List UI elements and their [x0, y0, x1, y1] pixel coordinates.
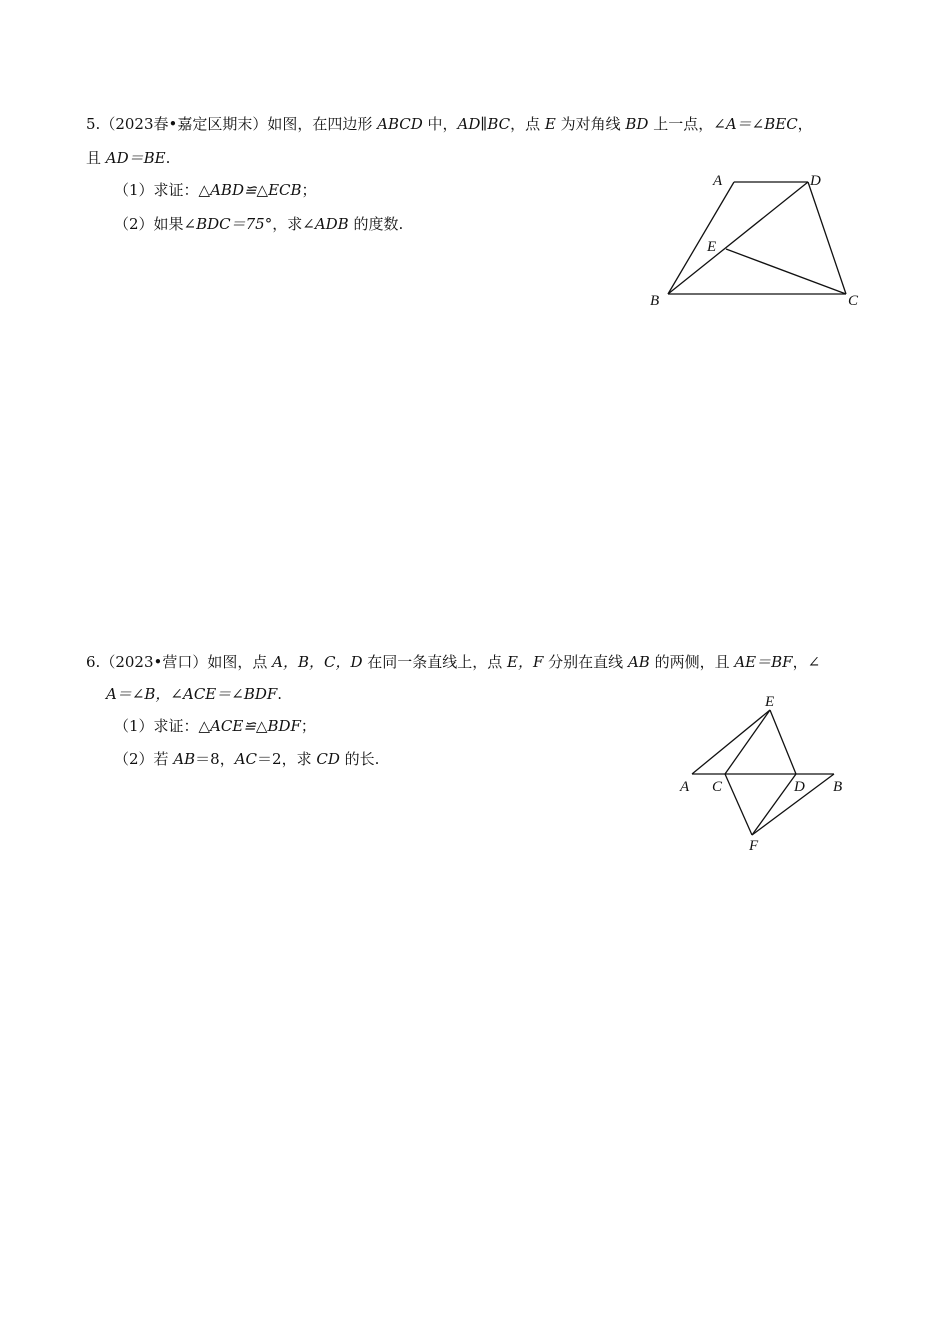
question-text: 的长. [339, 750, 380, 768]
stem-text: 上一点， [648, 115, 714, 133]
label-B: B [833, 779, 843, 795]
segment-CF [725, 774, 752, 835]
problem-6-figure [670, 690, 860, 860]
stem-text: 的两侧，且 [649, 653, 735, 671]
math-text: ∠BDC＝75° [183, 215, 273, 233]
segment-BF [752, 774, 834, 835]
problem-5-figure [640, 165, 870, 315]
question-text: （2）若 [114, 750, 174, 768]
stem-text: 分别在直线 [543, 653, 628, 671]
label-E: E [707, 239, 717, 255]
stem-text: 且 [86, 149, 106, 167]
math-text: △ABD≌△ECB [198, 181, 302, 199]
problem-number: 6. [86, 653, 101, 671]
label-B: B [650, 293, 660, 309]
stem-text: . [277, 685, 283, 703]
problem-number: 5. [86, 115, 101, 133]
math-text: AB [173, 750, 196, 768]
question-text: （1）求证： [114, 181, 199, 199]
stem-text: 中， [422, 115, 458, 133]
math-text: E，F [507, 653, 544, 671]
math-text: ∠A＝∠BEC [713, 115, 798, 133]
segment-DC [808, 182, 846, 294]
segment-EC [726, 249, 846, 294]
problem-6-stem-line1 [86, 652, 820, 672]
segment-AB [668, 182, 734, 294]
math-text: CD [316, 750, 340, 768]
math-text: AC [234, 750, 258, 768]
math-text: E [544, 115, 556, 133]
problem-5-question-1 [114, 180, 317, 200]
math-text: △ACE≌△BDF [198, 717, 301, 735]
stem-text: ，∠ [792, 653, 821, 671]
math-text: A＝∠B，∠ACE＝∠BDF [106, 685, 278, 703]
label-F: F [749, 838, 759, 854]
math-text: BD [625, 115, 649, 133]
question-text: ； [301, 181, 317, 199]
math-text: A，B，C，D [272, 653, 363, 671]
segment-DF [752, 774, 796, 835]
math-text: AD＝BE [105, 149, 166, 167]
stem-text: ，点 [510, 115, 545, 133]
math-text: AB [627, 653, 650, 671]
question-text: ； [300, 717, 316, 735]
math-text: ∠ADB [302, 215, 349, 233]
problem-6-question-1 [114, 716, 316, 736]
stem-text: ， [797, 115, 813, 133]
question-text: （1）求证： [114, 717, 199, 735]
question-text: ，求 [272, 215, 303, 233]
math-text: AE＝BF [734, 653, 793, 671]
question-text: ＝2，求 [257, 750, 317, 768]
question-text: 的度数. [348, 215, 404, 233]
problem-6-stem-line2 [106, 684, 282, 704]
problem-5-stem-line1 [86, 114, 813, 134]
stem-text: 为对角线 [555, 115, 626, 133]
question-text: ＝8， [195, 750, 235, 768]
problem-source: （2023•营口） [100, 653, 208, 671]
segment-BD [668, 182, 808, 294]
label-D: D [794, 779, 805, 795]
stem-text: 在同一条直线上，点 [362, 653, 508, 671]
label-C: C [712, 779, 723, 795]
math-text: ABCD [377, 115, 423, 133]
question-text: （2）如果 [114, 215, 184, 233]
stem-text: . [165, 149, 171, 167]
problem-6-question-2 [114, 749, 379, 769]
label-E: E [765, 694, 775, 710]
problem-5-stem-line2 [86, 148, 170, 168]
label-A: A [680, 779, 690, 795]
problem-source: （2023春•嘉定区期末） [100, 115, 268, 133]
label-A: A [713, 173, 723, 189]
problem-5-question-2 [114, 214, 403, 234]
stem-text: 如图，点 [207, 653, 273, 671]
stem-text: 如图，在四边形 [267, 115, 378, 133]
label-C: C [848, 293, 859, 309]
label-D: D [810, 173, 821, 189]
math-text: AD∥BC [457, 115, 511, 133]
segment-DE [770, 710, 796, 774]
